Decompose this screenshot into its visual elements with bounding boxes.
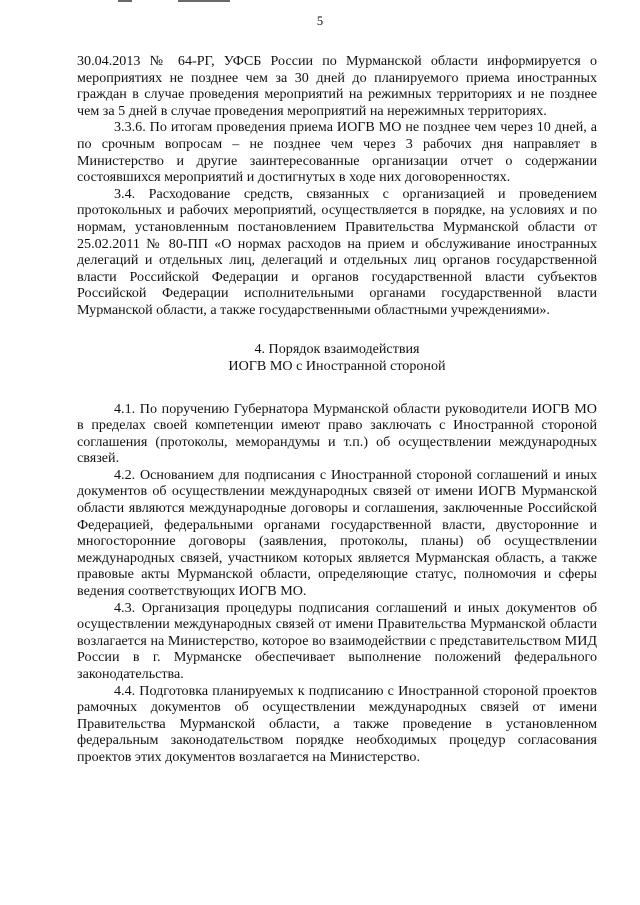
scan-artifact [118, 0, 132, 2]
paragraph-continuation: 30.04.2013 № 64-РГ, УФСБ России по Мурманской области информируется о мероприятиях не позднее чем за 30 дней до планируемого приема иностранных граждан в случае проведения мероприятий на режимных территориях и не позднее чем за 5 дней в случае проведения мероприятий на нережимных территориях. [77, 53, 597, 119]
document-body [77, 53, 597, 766]
paragraph-4-4: 4.4. Подготовка планируемых к подписанию с Иностранной стороной проектов рамочных документов об осуществлении международных связей от имени Правительства Мурманской области, а также проведение в установленном федеральным законодательством порядке необходимых процедур согласования проектов этих документов возлагается на Министерство. [77, 682, 597, 765]
section-heading [77, 341, 597, 375]
paragraph-3-4: 3.4. Расходование средств, связанных с организацией и проведением протокольных и рабочих мероприятий, осуществляется в порядке, на условиях и по нормам, установленным постановлением Правительства Мурманской области от 25.02.2011 № 80-ПП «О нормах расходов на прием и обслуживание иностранных делегаций и отдельных лиц, делегаций и отдельных лиц органов государственной власти Российской Федерации и органов государственной власти субъектов Российской Федерации исполнительными органами государственной власти Мурманской области, а также государственными областными учреждениями». [77, 185, 597, 318]
paragraph-4-1: 4.1. По поручению Губернатора Мурманской области руководители ИОГВ МО в пределах своей компетенции имеют право заключать с Иностранной стороной соглашения (протоколы, меморандумы и т.п.) об осуществлении международных связей. [77, 400, 597, 467]
page-number: 5 [316, 14, 324, 28]
paragraph-4-3: 4.3. Организация процедуры подписания соглашений и иных документов об осуществлении международных связей от имени Правительства Мурманской области возлагается на Министерство, которое во взаимодействии с представительством МИД России в г. Мурманске обеспечивает выполнение положений федерального законодательства. [77, 599, 597, 682]
paragraph-4-2: 4.2. Основанием для подписания с Иностранной стороной соглашений и иных документов об осуществлении международных связей от имени ИОГВ Мурманской области являются международные договоры и соглашения, заключенные Российской Федерацией, федеральными органами государственной власти, двусторонние и многосторонние договоры (заявления, протоколы, планы) об осуществлении международных связей, участником которых является Мурманская область, а также правовые акты Мурманской области, определяющие статус, полномочия и сферы ведения соответствующих ИОГВ МО. [77, 466, 597, 600]
scan-artifact [178, 0, 230, 2]
section-heading-line-2: ИОГВ МО с Иностранной стороной [228, 357, 446, 374]
section-heading-line-1: 4. Порядок взаимодействия [254, 340, 420, 357]
paragraph-3-3-6: 3.3.6. По итогам проведения приема ИОГВ МО не позднее чем через 10 дней, а по срочным вопросам – не позднее чем через 3 рабочих дня направляет в Министерство и другие заинтересованные организации отчет о содержании состоявшихся мероприятий и достигнутых в ходе них договоренностях. [77, 119, 597, 186]
